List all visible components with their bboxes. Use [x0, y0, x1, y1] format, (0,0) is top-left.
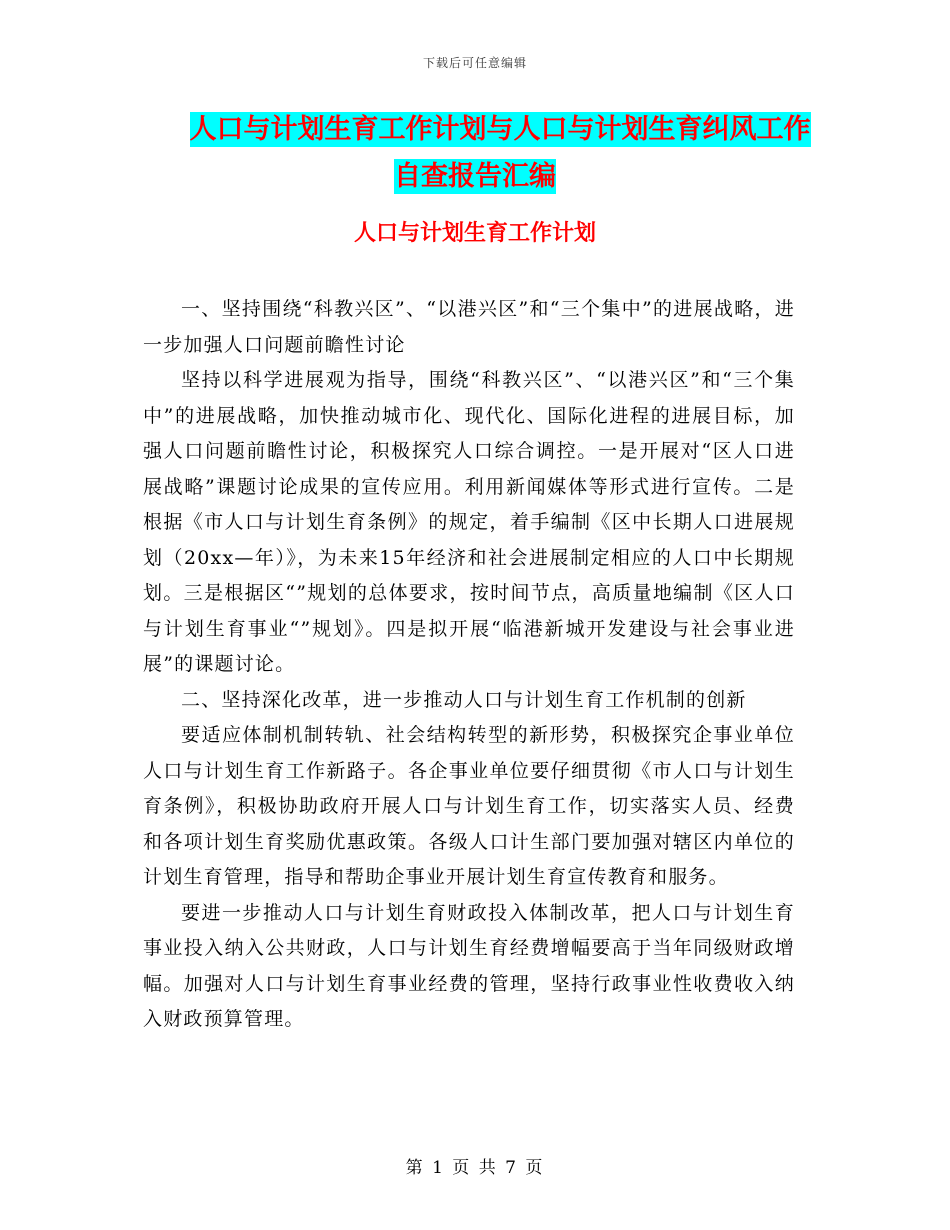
section-title: 人口与计划生育工作计划 — [353, 221, 596, 246]
paragraph: 要适应体制机制转轨、社会结构转型的新形势，积极探究企事业单位人口与计划生育工作新路子。各企事业单位要仔细贯彻《市人口与计划生育条例》，积极协助政府开展人口与计划生育工作，切实落实人员、经费和各项计划生育奖励优惠政策。各级人口计生部门要加强对辖区内单位的计划生育管理，指导和帮助企事业开展计划生育宣传教育和服务。 — [143, 724, 795, 888]
page-header-note: 下载后可任意编辑 — [422, 56, 527, 70]
paragraph: 二、坚持深化改革，进一步推动人口与计划生育工作机制的创新 — [181, 688, 747, 711]
paragraph: 坚持以科学进展观为指导，围绕“科教兴区”、“以港兴区”和“三个集中”的进展战略，加快推动城市化、现代化、国际化进程的进展目标，加强人口问题前瞻性讨论，积极探究人口综合调控。一是开展对“区人口进展战略”课题讨论成果的宣传应用。利用新闻媒体等形式进行宣传。二是根据《市人口与计划生育条例》的规定，着手编制《区中长期人口进展规划（20xx—年）》，为未来15年经济和社会进展制定相应的人口中长期规划。三是根据区“”规划的总体要求，按时间节点，高质量地编制《区人口与计划生育事业“”规划》。四是拟开展“临港新城开发建设与社会事业进展”的课题讨论。 — [143, 369, 795, 675]
paragraph: 要进一步推动人口与计划生育财政投入体制改革，把人口与计划生育事业投入纳入公共财政，人口与计划生育经费增幅要高于当年同级财政增幅。加强对人口与计划生育事业经费的管理，坚持行政事业性收费收入纳入财政预算管理。 — [143, 901, 795, 1030]
document-body — [143, 292, 795, 1038]
document-title-line1-text: 人口与计划生育工作计划与人口与计划生育纠风工作 — [189, 114, 811, 145]
document-title-line1 — [0, 106, 950, 153]
paragraph: 一、坚持围绕“科教兴区”、“以港兴区”和“三个集中”的进展战略，进一步加强人口问题前瞻性讨论 — [143, 298, 795, 356]
document-title — [0, 106, 950, 200]
document-title-line2: 自查报告汇编 — [394, 161, 556, 192]
page-number: 第 1 页 共 7 页 — [405, 1158, 545, 1178]
